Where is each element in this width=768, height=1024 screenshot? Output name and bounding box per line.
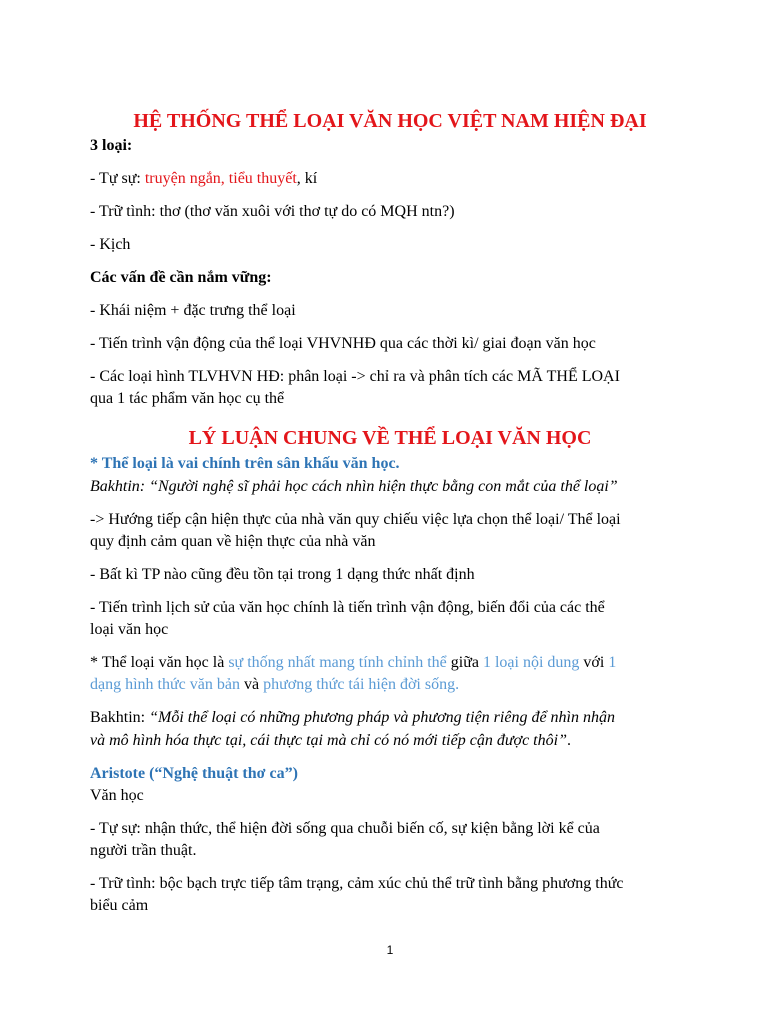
paragraph-narrative-line1: - Tự sự: nhận thức, thể hiện đời sống qua chuỗi biến cố, sự kiện bằng lời kể của: [90, 820, 600, 837]
quote-bakhtin-2-line2: và mô hình hóa thực tại, cái thực tại mà chỉ có nó mới tiếp cận được thôi”.: [90, 732, 571, 749]
list-item-narrative: - Tự sự: truyện ngắn, tiểu thuyết, kí: [90, 170, 318, 187]
definition-line1: * Thể loại văn học là sự thống nhất mang tính chỉnh thể giữa 1 loại nội dung với 1: [90, 654, 617, 671]
list-item-lyric: - Trữ tình: thơ (thơ văn xuôi với thơ tự do có MQH ntn?): [90, 203, 455, 220]
list-item-types-line2: qua 1 tác phẩm văn học cụ thể: [90, 390, 285, 407]
list-item-concept: - Khái niệm + đặc trưng thể loại: [90, 302, 296, 319]
paragraph-history-line1: - Tiến trình lịch sử của văn học chính là tiến trình vận động, biến đổi của các thể: [90, 599, 605, 616]
highlight-red: truyện ngắn, tiểu thuyết: [144, 170, 297, 187]
paragraph-lyric-line2: biểu cảm: [90, 897, 149, 914]
subheading-aristote: Aristote (“Nghệ thuật thơ ca”): [90, 765, 298, 782]
label-literature: Văn học: [90, 787, 144, 804]
definition-line2: dạng hình thức văn bản và phương thức tái hiện đời sống.: [90, 676, 460, 693]
paragraph-form: - Bất kì TP nào cũng đều tồn tại trong 1 dạng thức nhất định: [90, 566, 475, 583]
section-title-theory: LÝ LUẬN CHUNG VỀ THỂ LOẠI VĂN HỌC: [188, 427, 592, 449]
paragraph-approach-line2: quy định cảm quan về hiện thực của nhà văn: [90, 533, 376, 550]
page-number: 1: [386, 943, 394, 957]
list-item-types-line1: - Các loại hình TLVHVN HĐ: phân loại -> chỉ ra và phân tích các MÃ THỂ LOẠI: [90, 368, 620, 385]
section-heading-issues: Các vấn đề cần nắm vững:: [90, 269, 272, 286]
main-title: HỆ THỐNG THỂ LOẠI VĂN HỌC VIỆT NAM HIỆN ĐẠI: [133, 110, 647, 132]
quote-bakhtin-2-line1: Bakhtin: “Mỗi thể loại có những phương pháp và phương tiện riêng để nhìn nhận: [90, 709, 615, 726]
list-item-drama: - Kịch: [90, 236, 131, 253]
paragraph-narrative-line2: người trần thuật.: [90, 842, 197, 859]
document-page: [90, 0, 690, 1024]
subheading-genre-role: * Thể loại là vai chính trên sân khấu văn học.: [90, 455, 400, 472]
section-heading-types: 3 loại:: [90, 137, 133, 154]
paragraph-lyric-line1: - Trữ tình: bộc bạch trực tiếp tâm trạng, cảm xúc chủ thể trữ tình bằng phương thức: [90, 875, 624, 892]
paragraph-approach-line1: -> Hướng tiếp cận hiện thực của nhà văn quy chiếu việc lựa chọn thể loại/ Thể loại: [90, 511, 621, 528]
paragraph-history-line2: loại văn học: [90, 621, 169, 638]
list-item-process: - Tiến trình vận động của thể loại VHVNHĐ qua các thời kì/ giai đoạn văn học: [90, 335, 596, 352]
quote-bakhtin-1: Bakhtin: “Người nghệ sĩ phải học cách nhìn hiện thực bằng con mắt của thể loại”: [90, 478, 618, 495]
